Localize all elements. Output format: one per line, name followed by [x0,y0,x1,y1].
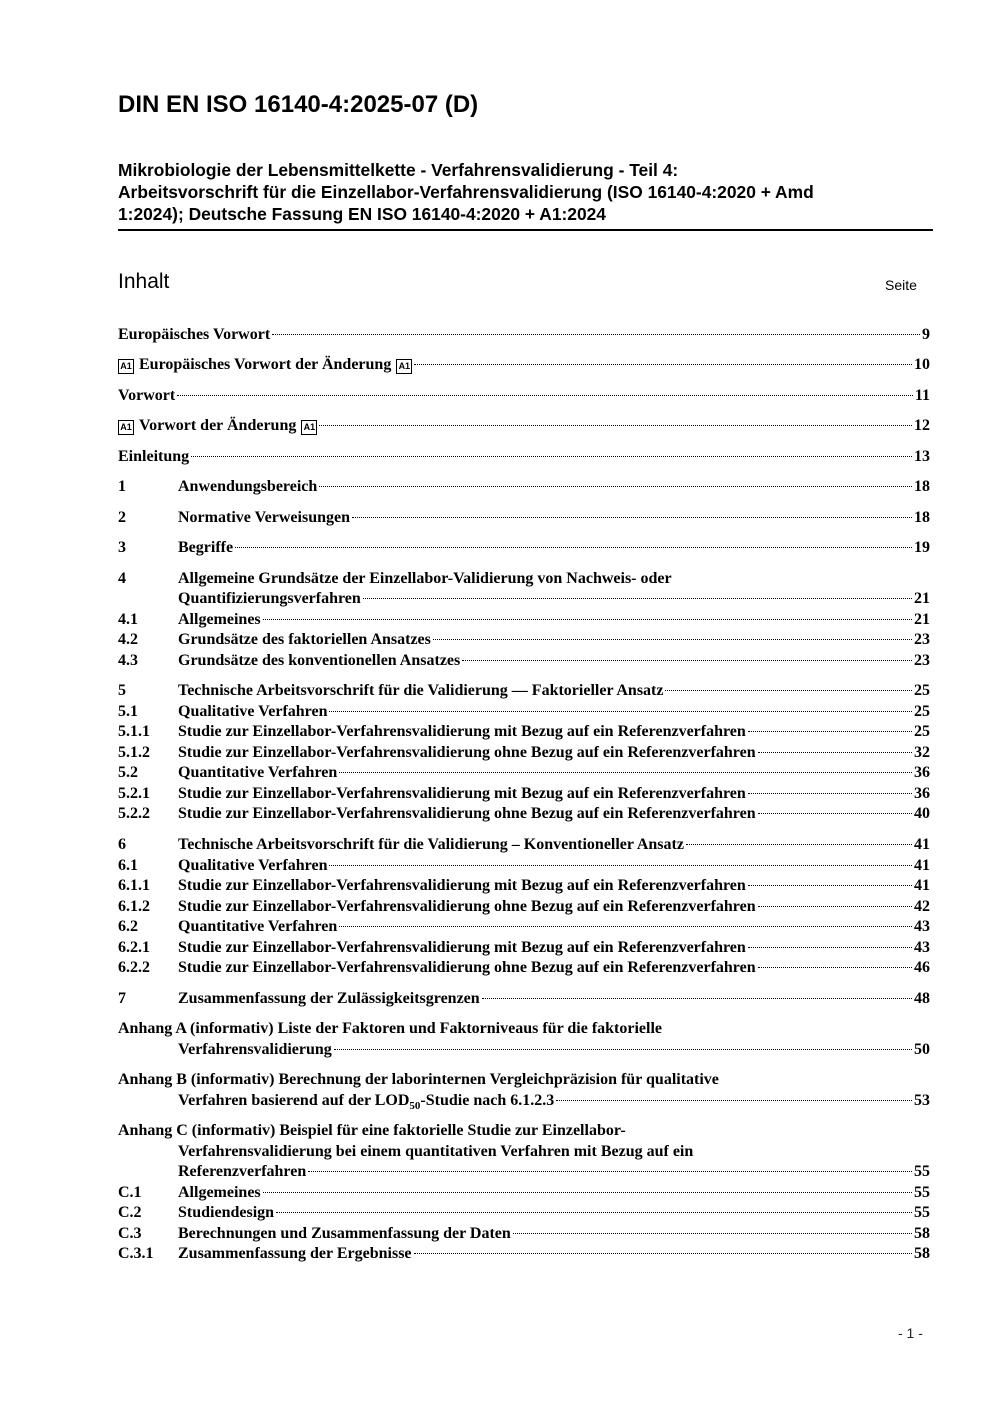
toc-entry-title: Studie zur Einzellabor-Verfahrensvalidierung mit Bezug auf ein Referenzverfahren [178,877,746,894]
toc-entry-title: Qualitative Verfahren [178,703,328,720]
amendment-end-mark-icon: A1 [301,420,317,435]
dot-leader [414,1253,912,1254]
toc-entry-title: Zusammenfassung der Ergebnisse [178,1245,412,1262]
toc-entry-6-1-2[interactable] [118,897,930,917]
toc-entry-number: 6.2 [118,918,138,935]
toc-entry-page: 11 [914,387,930,404]
toc-entry-page: 36 [914,785,930,802]
toc-entry-c-2[interactable] [118,1203,930,1223]
dot-leader [319,425,912,426]
dot-leader [556,1100,912,1101]
subtitle-line: Arbeitsvorschrift für die Einzellabor-Verfahrensvalidierung (ISO 16140-4:2020 + Amd [118,182,814,202]
toc-entry-number: 4.3 [118,652,138,669]
toc-entry-c-3[interactable] [118,1224,930,1244]
toc-entry-title: Verfahrensvalidierung [178,1041,332,1058]
toc-entry-page: 9 [922,326,930,343]
toc-entry-title: Berechnungen und Zusammenfassung der Daten [178,1225,511,1242]
dot-leader [758,752,912,753]
toc-entry-title: Studie zur Einzellabor-Verfahrensvalidierung mit Bezug auf ein Referenzverfahren [178,939,746,956]
amendment-end-mark-icon: A1 [396,359,412,374]
toc-entry-title: Vorwort [118,387,176,404]
dot-leader [513,1233,912,1234]
toc-entry-number: 5.2.2 [118,805,150,822]
dot-leader [748,885,912,886]
toc-entry-6-2-1[interactable] [118,938,930,958]
toc-entry-title: Technische Arbeitsvorschrift für die Validierung – Konventioneller Ansatz [178,836,684,853]
toc-entry-page: 18 [914,478,930,495]
toc-entry-4-2[interactable] [118,630,930,650]
toc-entry-title: Studie zur Einzellabor-Verfahrensvalidierung mit Bezug auf ein Referenzverfahren [178,785,746,802]
toc-entry-page: 43 [914,918,930,935]
dot-leader [339,772,912,773]
toc-entry-5-1-2[interactable] [118,743,930,763]
toc-entry-page: 48 [914,990,930,1007]
dot-leader [191,456,912,457]
toc-entry-number: C.3 [118,1225,142,1242]
toc-entry-title: Grundsätze des konventionellen Ansatzes [178,652,461,669]
toc-entry-title: Studiendesign [178,1204,275,1221]
toc-entry-title-line1: Allgemeine Grundsätze der Einzellabor-Validierung von Nachweis- oder [178,570,672,587]
toc-entry-title-subscript: 50 [409,1100,421,1113]
toc-entry-number: C.1 [118,1184,142,1201]
toc-entry-4-line1 [118,569,930,589]
dot-leader [263,1192,912,1193]
toc-entry-title [178,1091,554,1116]
toc-entry-number: 6.1.1 [118,877,150,894]
toc-entry-number: 4.1 [118,611,138,628]
toc-entry-title: Allgemeines [178,1184,261,1201]
toc-entry-page: 50 [914,1041,930,1058]
toc-entry-page: 12 [914,417,930,434]
toc-entry-number: C.3.1 [118,1245,154,1262]
dot-leader [482,998,912,999]
toc-entry-6-2[interactable] [118,917,930,937]
page-number-footer: - 1 - [898,1325,923,1341]
subtitle-line: 1:2024); Deutsche Fassung EN ISO 16140-4:2020 + A1:2024 [118,204,606,224]
dot-leader [308,1171,912,1172]
toc-entry-page: 58 [914,1245,930,1262]
toc-entry-anhang-c-line2: Verfahrensvalidierung bei einem quantitativen Verfahren mit Bezug auf ein [178,1143,694,1160]
toc-entry-page: 21 [914,590,930,607]
toc-entry-number: 1 [118,478,126,495]
toc-entry-page: 25 [914,703,930,720]
toc-entry-6-1-1[interactable] [118,876,930,896]
toc-entry-6-2-2[interactable] [118,958,930,978]
dot-leader [339,926,912,927]
toc-entry-title-pre: Verfahren basierend auf der LOD [178,1092,410,1109]
toc-entry-number: 5.1.2 [118,744,150,761]
dot-leader [334,1049,912,1050]
page-column-label: Seite [885,277,917,293]
toc-entry-5-1-1[interactable] [118,722,930,742]
toc-entry-title: Allgemeines [178,611,261,628]
document-title: DIN EN ISO 16140-4:2025-07 (D) [118,91,479,118]
toc-entry-anhang-a-line1: Anhang A (informativ) Liste der Faktoren und Faktorniveaus für die faktorielle [118,1020,663,1037]
toc-entry-title: Europäisches Vorwort der Änderung [139,356,392,373]
dot-leader [748,793,912,794]
toc-entry-page: 21 [914,611,930,628]
toc-entry-number: 6 [118,836,126,853]
toc-entry-title: Studie zur Einzellabor-Verfahrensvalidierung ohne Bezug auf ein Referenzverfahren [178,805,756,822]
toc-entry-5[interactable] [118,681,930,701]
toc-entry-page: 42 [914,898,930,915]
toc-entry-page: 25 [914,682,930,699]
toc-entry-anhang-c[interactable] [118,1162,930,1182]
toc-entry-page: 46 [914,959,930,976]
document-subtitle [118,159,933,231]
toc-entry-6[interactable] [118,835,930,855]
dot-leader [462,660,912,661]
toc-entry-number: 5.2 [118,764,138,781]
dot-leader [319,486,912,487]
toc-entry-title: Studie zur Einzellabor-Verfahrensvalidierung mit Bezug auf ein Referenzverfahren [178,723,746,740]
amendment-start-mark-icon: A1 [118,359,134,374]
toc-entry-number: 5.2.1 [118,785,150,802]
toc-entry-number: 6.2.1 [118,939,150,956]
toc-entry-6-1[interactable] [118,856,930,876]
dot-leader [758,813,912,814]
toc-entry-page: 53 [914,1092,930,1109]
toc-entry-number: 4 [118,570,126,587]
toc-entry-page: 40 [914,805,930,822]
toc-entry-title: Quantitative Verfahren [178,918,338,935]
toc-entry-title: Anwendungsbereich [178,478,318,495]
dot-leader [748,947,912,948]
toc-entry-number: 6.1 [118,857,138,874]
toc-entry-title: Vorwort der Änderung [139,417,297,434]
toc-entry-title-post: -Studie nach 6.1.2.3 [420,1092,555,1109]
dot-leader [665,690,912,691]
toc-entry-title: Qualitative Verfahren [178,857,328,874]
dot-leader [177,395,913,396]
toc-entry-anhang-c-line1: Anhang C (informativ) Beispiel für eine faktorielle Studie zur Einzellabor- [118,1122,626,1139]
toc-entry-title: Technische Arbeitsvorschrift für die Validierung — Faktorieller Ansatz [178,682,664,699]
toc-entry-page: 36 [914,764,930,781]
toc-entry-title: Zusammenfassung der Zulässigkeitsgrenzen [178,990,480,1007]
toc-entry-europaeisches-vorwort-aenderung[interactable] [118,355,930,375]
dot-leader [329,865,912,866]
toc-entry-title: Referenzverfahren [178,1163,307,1180]
toc-entry-number: C.2 [118,1204,142,1221]
toc-entry-number: 4.2 [118,631,138,648]
toc-entry-page: 19 [914,539,930,556]
toc-entry-5-2-2[interactable] [118,804,930,824]
toc-entry-1[interactable] [118,477,930,497]
toc-entry-3[interactable] [118,538,930,558]
toc-entry-number: 2 [118,509,126,526]
toc-entry-5-1[interactable] [118,702,930,722]
toc-entry-number: 6.1.2 [118,898,150,915]
dot-leader [758,906,912,907]
toc-entry-number: 5.1 [118,703,138,720]
toc-entry-page: 43 [914,939,930,956]
toc-entry-europaeisches-vorwort[interactable] [118,325,930,345]
dot-leader [276,1212,912,1213]
toc-entry-number: 5 [118,682,126,699]
dot-leader [433,639,912,640]
toc-entry-page: 23 [914,652,930,669]
toc-entry-page: 55 [914,1163,930,1180]
toc-entry-4[interactable] [118,589,930,609]
toc-entry-vorwort-aenderung[interactable] [118,416,930,436]
toc-entry-7[interactable] [118,989,930,1009]
toc-entry-2[interactable] [118,508,930,528]
toc-entry-title: Begriffe [178,539,234,556]
subtitle-line: Mikrobiologie der Lebensmittelkette - Verfahrensvalidierung - Teil 4: [118,160,679,180]
dot-leader [352,517,912,518]
toc-entry-c-1[interactable] [118,1183,930,1203]
toc-entry-title: Einleitung [118,448,190,465]
toc-entry-page: 55 [914,1184,930,1201]
toc-entry-page: 10 [914,356,930,373]
toc-entry-einleitung[interactable] [118,447,930,467]
toc-entry-title: Europäisches Vorwort [118,326,271,343]
toc-entry-number: 5.1.1 [118,723,150,740]
toc-entry-page: 18 [914,509,930,526]
toc-entry-title: Studie zur Einzellabor-Verfahrensvalidierung ohne Bezug auf ein Referenzverfahren [178,744,756,761]
toc-entry-number: 6.2.2 [118,959,150,976]
amendment-start-mark-icon: A1 [118,420,134,435]
toc-entry-c-3-1[interactable] [118,1244,930,1264]
toc-entry-page: 58 [914,1225,930,1242]
toc-entry-title: Normative Verweisungen [178,509,350,526]
toc-entry-title: Quantitative Verfahren [178,764,338,781]
toc-entry-title: Studie zur Einzellabor-Verfahrensvalidierung ohne Bezug auf ein Referenzverfahren [178,959,756,976]
toc-entry-number: 3 [118,539,126,556]
toc-entry-page: 23 [914,631,930,648]
toc-entry-page: 32 [914,744,930,761]
dot-leader [748,731,912,732]
dot-leader [329,711,912,712]
toc-entry-5-2-1[interactable] [118,784,930,804]
toc-entry-anhang-a[interactable] [118,1040,930,1060]
dot-leader [758,967,912,968]
dot-leader [263,619,912,620]
toc-entry-vorwort[interactable] [118,386,930,406]
toc-entry-page: 55 [914,1204,930,1221]
toc-heading: Inhalt [118,270,170,293]
dot-leader [363,598,912,599]
toc-entry-anhang-b-line1: Anhang B (informativ) Berechnung der laborinternen Vergleichpräzision für qualitative [118,1071,719,1088]
toc-entry-title: Studie zur Einzellabor-Verfahrensvalidierung ohne Bezug auf ein Referenzverfahren [178,898,756,915]
toc-entry-anhang-b[interactable] [118,1091,930,1111]
toc-entry-4-1[interactable] [118,610,930,630]
toc-entry-title: Quantifizierungsverfahren [178,590,361,607]
toc-entry-number: 7 [118,990,126,1007]
dot-leader [686,844,912,845]
toc-entry-page: 41 [914,877,930,894]
dot-leader [272,334,920,335]
toc-entry-page: 13 [914,448,930,465]
toc-entry-5-2[interactable] [118,763,930,783]
toc-entry-page: 41 [914,857,930,874]
toc-entry-page: 41 [914,836,930,853]
toc-entry-page: 25 [914,723,930,740]
dot-leader [414,364,912,365]
dot-leader [235,547,912,548]
toc-entry-title: Grundsätze des faktoriellen Ansatzes [178,631,431,648]
toc-entry-4-3[interactable] [118,651,930,671]
